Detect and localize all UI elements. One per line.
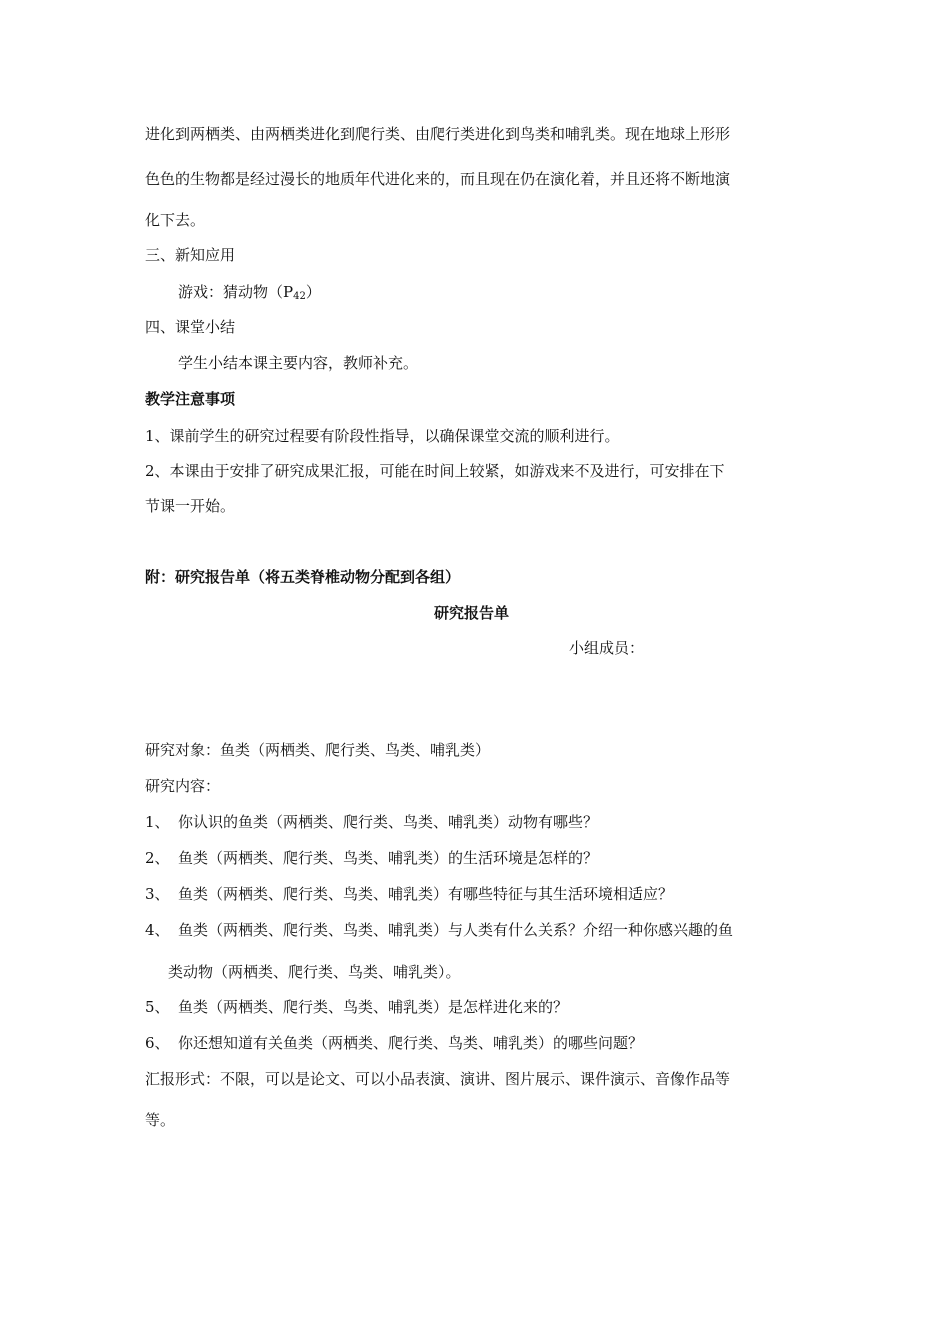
report-form: 汇报形式：不限，可以是论文、可以小品表演、演讲、图片展示、课件演示、音像作品等 — [145, 1070, 731, 1088]
question-text-continuation: 类动物（两栖类、爬行类、鸟类、哺乳类）。 — [168, 963, 461, 981]
summary-text: 学生小结本课主要内容，教师补充。 — [178, 354, 419, 372]
game-page-number: 42 — [293, 291, 306, 302]
game-text-end: ） — [305, 283, 321, 301]
note-item: 2、本课由于安排了研究成果汇报，可能在时间上较紧，如游戏来不及进行，可安排在下 — [145, 462, 725, 480]
question-text: 你还想知道有关鱼类（两栖类、爬行类、鸟类、哺乳类）的哪些问题？ — [178, 1034, 644, 1052]
appendix-heading: 附：研究报告单（将五类脊椎动物分配到各组） — [145, 568, 461, 586]
question-number: 6、 — [145, 1034, 170, 1052]
paragraph-line: 进化到两栖类、由两栖类进化到爬行类、由爬行类进化到鸟类和哺乳类。现在地球上形形 — [145, 125, 731, 143]
question-text: 鱼类（两栖类、爬行类、鸟类、哺乳类）的生活环境是怎样的？ — [178, 849, 599, 867]
paragraph-line: 化下去。 — [145, 211, 206, 229]
question-text: 鱼类（两栖类、爬行类、鸟类、哺乳类）与人类有什么关系？介绍一种你感兴趣的鱼 — [178, 921, 734, 939]
report-title: 研究报告单 — [434, 604, 510, 622]
notes-heading: 教学注意事项 — [145, 390, 236, 408]
question-number: 5、 — [145, 998, 170, 1016]
game-text: 游戏：猜动物（P — [178, 283, 294, 301]
question-text: 鱼类（两栖类、爬行类、鸟类、哺乳类）是怎样进化来的？ — [178, 998, 569, 1016]
question-text: 鱼类（两栖类、爬行类、鸟类、哺乳类）有哪些特征与其生活环境相适应？ — [178, 885, 674, 903]
report-form-continuation: 等。 — [145, 1111, 176, 1129]
question-number: 4、 — [145, 921, 170, 939]
question-number: 2、 — [145, 849, 170, 867]
note-item-continuation: 节课一开始。 — [145, 497, 236, 515]
section-heading-summary: 四、课堂小结 — [145, 318, 236, 336]
group-members-label: 小组成员： — [569, 639, 645, 657]
paragraph-line: 色色的生物都是经过漫长的地质年代进化来的，而且现在仍在演化着，并且还将不断地演 — [145, 170, 731, 188]
game-line — [178, 282, 321, 307]
section-heading-new-knowledge: 三、新知应用 — [145, 246, 236, 264]
question-number: 1、 — [145, 813, 170, 831]
question-text: 你认识的鱼类（两栖类、爬行类、鸟类、哺乳类）动物有哪些？ — [178, 813, 599, 831]
research-content-label: 研究内容： — [145, 777, 221, 795]
research-object: 研究对象：鱼类（两栖类、爬行类、鸟类、哺乳类） — [145, 741, 491, 759]
note-item: 1、课前学生的研究过程要有阶段性指导，以确保课堂交流的顺利进行。 — [145, 427, 620, 445]
question-number: 3、 — [145, 885, 170, 903]
